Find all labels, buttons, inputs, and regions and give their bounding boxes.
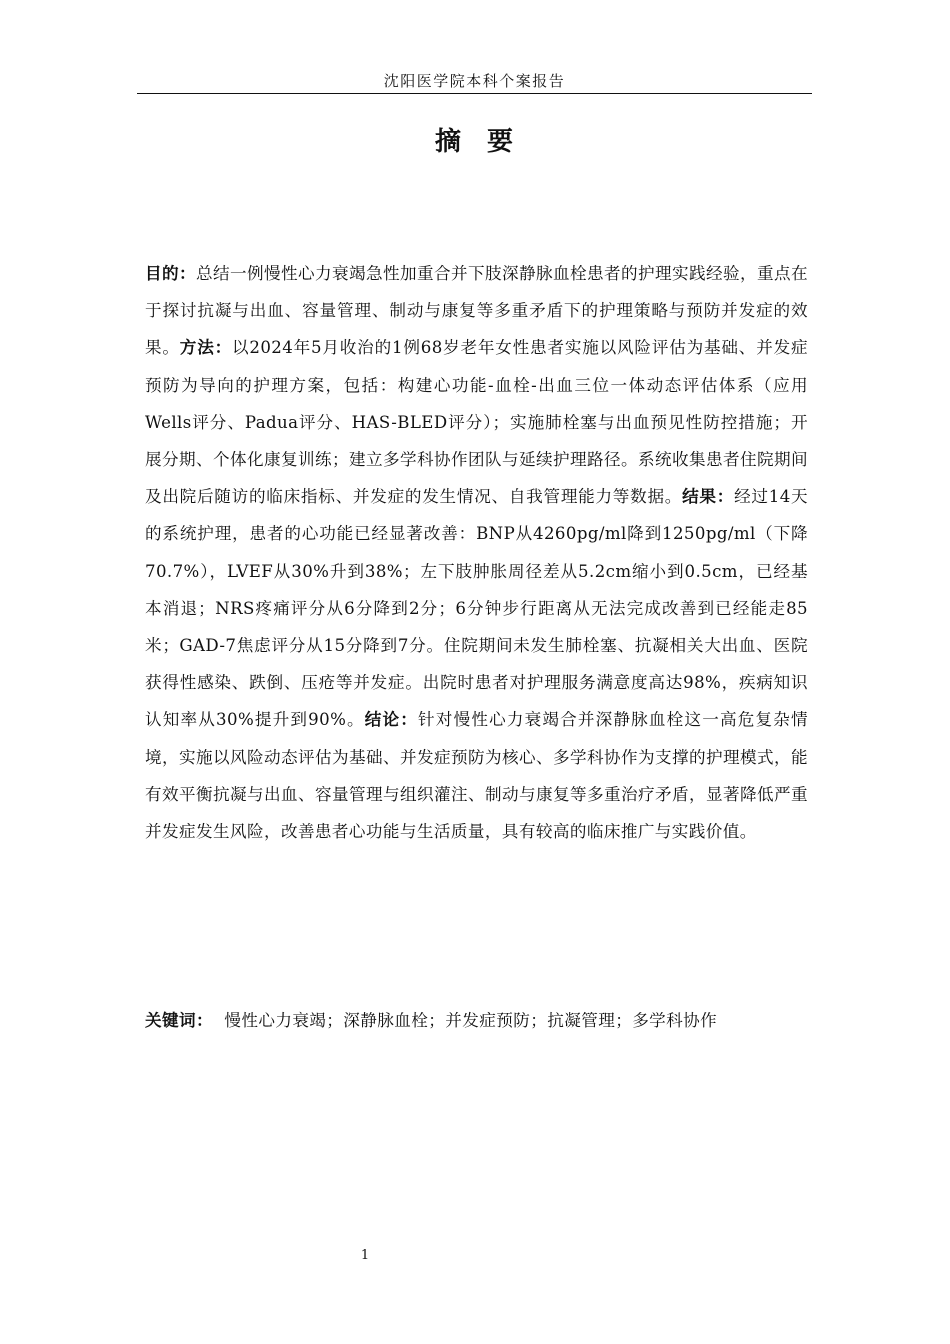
method-text: 以2024年5月收治的1例68岁老年女性患者实施以风险评估为基础、并发症预防为导向的护理方案，包括：构建心功能-血栓-出血三位一体动态评估体系（应用Wells评分、Padua评分、HAS-BLED评分）；实施肺栓塞与出血预见性防控措施；开展分期、个体化康复训练；建立多学科协作团队与延续护理路径。系统收集患者住院期间及出院后随访的临床指标、并发症的发生情况、自我管理能力等数据。 <box>145 338 808 507</box>
result-text: 经过14天的系统护理，患者的心功能已经显著改善：BNP从4260pg/ml降到1250pg/ml（下降70.7%），LVEF从30%升到38%；左下肢肿胀周径差从5.2cm缩小到0.5cm，已经基本消退；NRS疼痛评分从6分降到2分；6分钟步行距离从无法完成改善到已经能走85米；GAD-7焦虑评分从15分降到7分。住院期间未发生肺栓塞、抗凝相关大出血、医院获得性感染、跌倒、压疮等并发症。出院时患者对护理服务满意度高达98%，疾病知识认知率从30%提升到90%。 <box>145 487 808 730</box>
header-rule <box>137 93 812 94</box>
objective-label: 目的： <box>145 264 196 283</box>
page-title <box>0 124 950 160</box>
title-part-1: 摘 <box>434 127 463 157</box>
keywords-line <box>145 1005 815 1037</box>
keywords-text: 慢性心力衰竭；深静脉血栓；并发症预防；抗凝管理；多学科协作 <box>224 1011 718 1030</box>
page-number: 1 <box>360 1248 370 1263</box>
method-label: 方法： <box>179 338 232 358</box>
result-label: 结果： <box>682 487 735 507</box>
abstract-body <box>145 255 808 850</box>
conclusion-label: 结论： <box>364 710 419 730</box>
running-header: 沈阳医学院本科个案报告 <box>383 72 566 90</box>
keywords-label: 关键词： <box>145 1011 213 1030</box>
objective-text: 总结一例慢性心力衰竭急性加重合并下肢深静脉血栓患者的护理实践经验，重点在于探讨抗凝与出血、容量管理、制动与康复等多重矛盾下的护理策略与预防并发症的效果。 <box>145 264 808 358</box>
conclusion-text: 针对慢性心力衰竭合并深静脉血栓这一高危复杂情境，实施以风险动态评估为基础、并发症预防为核心、多学科协作为支撑的护理模式，能有效平衡抗凝与出血、容量管理与组织灌注、制动与康复等多重治疗矛盾，显著降低严重并发症发生风险，改善患者心功能与生活质量，具有较高的临床推广与实践价值。 <box>145 710 808 842</box>
title-part-2: 要 <box>487 127 516 157</box>
